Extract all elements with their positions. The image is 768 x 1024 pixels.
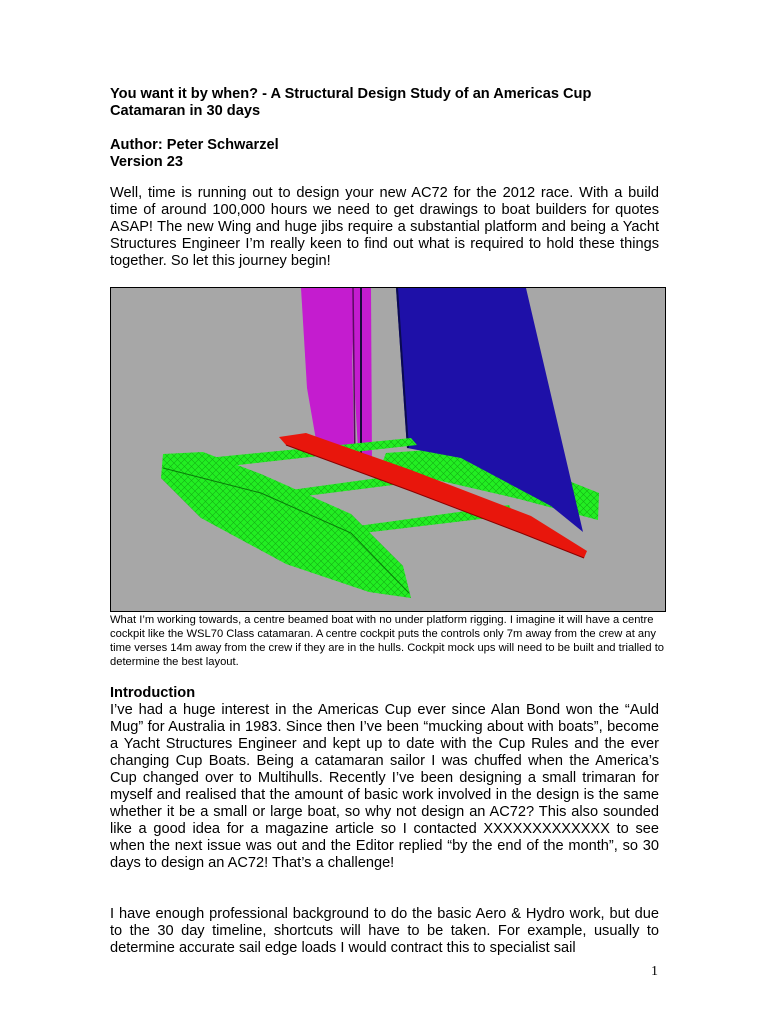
author-block: [110, 137, 279, 171]
section-heading-introduction: Introduction: [110, 685, 196, 701]
catamaran-render-figure: [110, 287, 666, 612]
author-line: Author: Peter Schwarzel: [110, 137, 279, 153]
document-title: You want it by when? - A Structural Design Study of an Americas Cup Catamaran in 30 days: [110, 86, 592, 119]
catamaran-render: [111, 288, 666, 612]
intro-paragraph: Well, time is running out to design your new AC72 for the 2012 race. With a build time of around 100,000 hours we need to get drawings to boat builders for quotes ASAP! The new Wing and huge jibs require a substantial platform and being a Yacht Structures Engineer I’m really keen to find out what is required to hold these things together. So let this journey begin!: [110, 185, 659, 269]
introduction-paragraph-2: I have enough professional background to do the basic Aero & Hydro work, but due to the 30 day timeline, shortcuts will have to be taken. For example, usually to determine accurate sail edge loads I would contract this to specialist sail: [110, 906, 659, 956]
version-line: Version 23: [110, 154, 184, 170]
figure-caption: What I’m working towards, a centre beamed boat with no under platform rigging. I imagine it will have a centre cockpit like the WSL70 Class catamaran. A centre cockpit puts the controls only 7m away from the crew at any time verses 14m away from the crew if they are in the hulls. Cockpit mock ups will need to be built and trialled to determine the best layout.: [110, 614, 665, 668]
introduction-paragraph-1: I’ve had a huge interest in the Americas Cup ever since Alan Bond won the “Auld Mug” for Australia in 1983. Since then I’ve been “mucking about with boats”, become a Yacht Structures Engineer and kept up to date with the Cup Rules and the ever changing Cup Boats. Being a catamaran sailor I was chuffed when the America’s Cup changed over to Multihulls. Recently I’ve been designing a small trimaran for myself and realised that the amount of basic work involved in the design is the same whether it be a small or large boat, so why not design an AC72? This also sounded like a good idea for a magazine article so I contacted XXXXXXXXXXXXX to see when the next issue was out and the Editor replied “by the end of the month”, so 30 days to design an AC72! That’s a challenge!: [110, 702, 659, 871]
page-number: 1: [651, 964, 658, 979]
